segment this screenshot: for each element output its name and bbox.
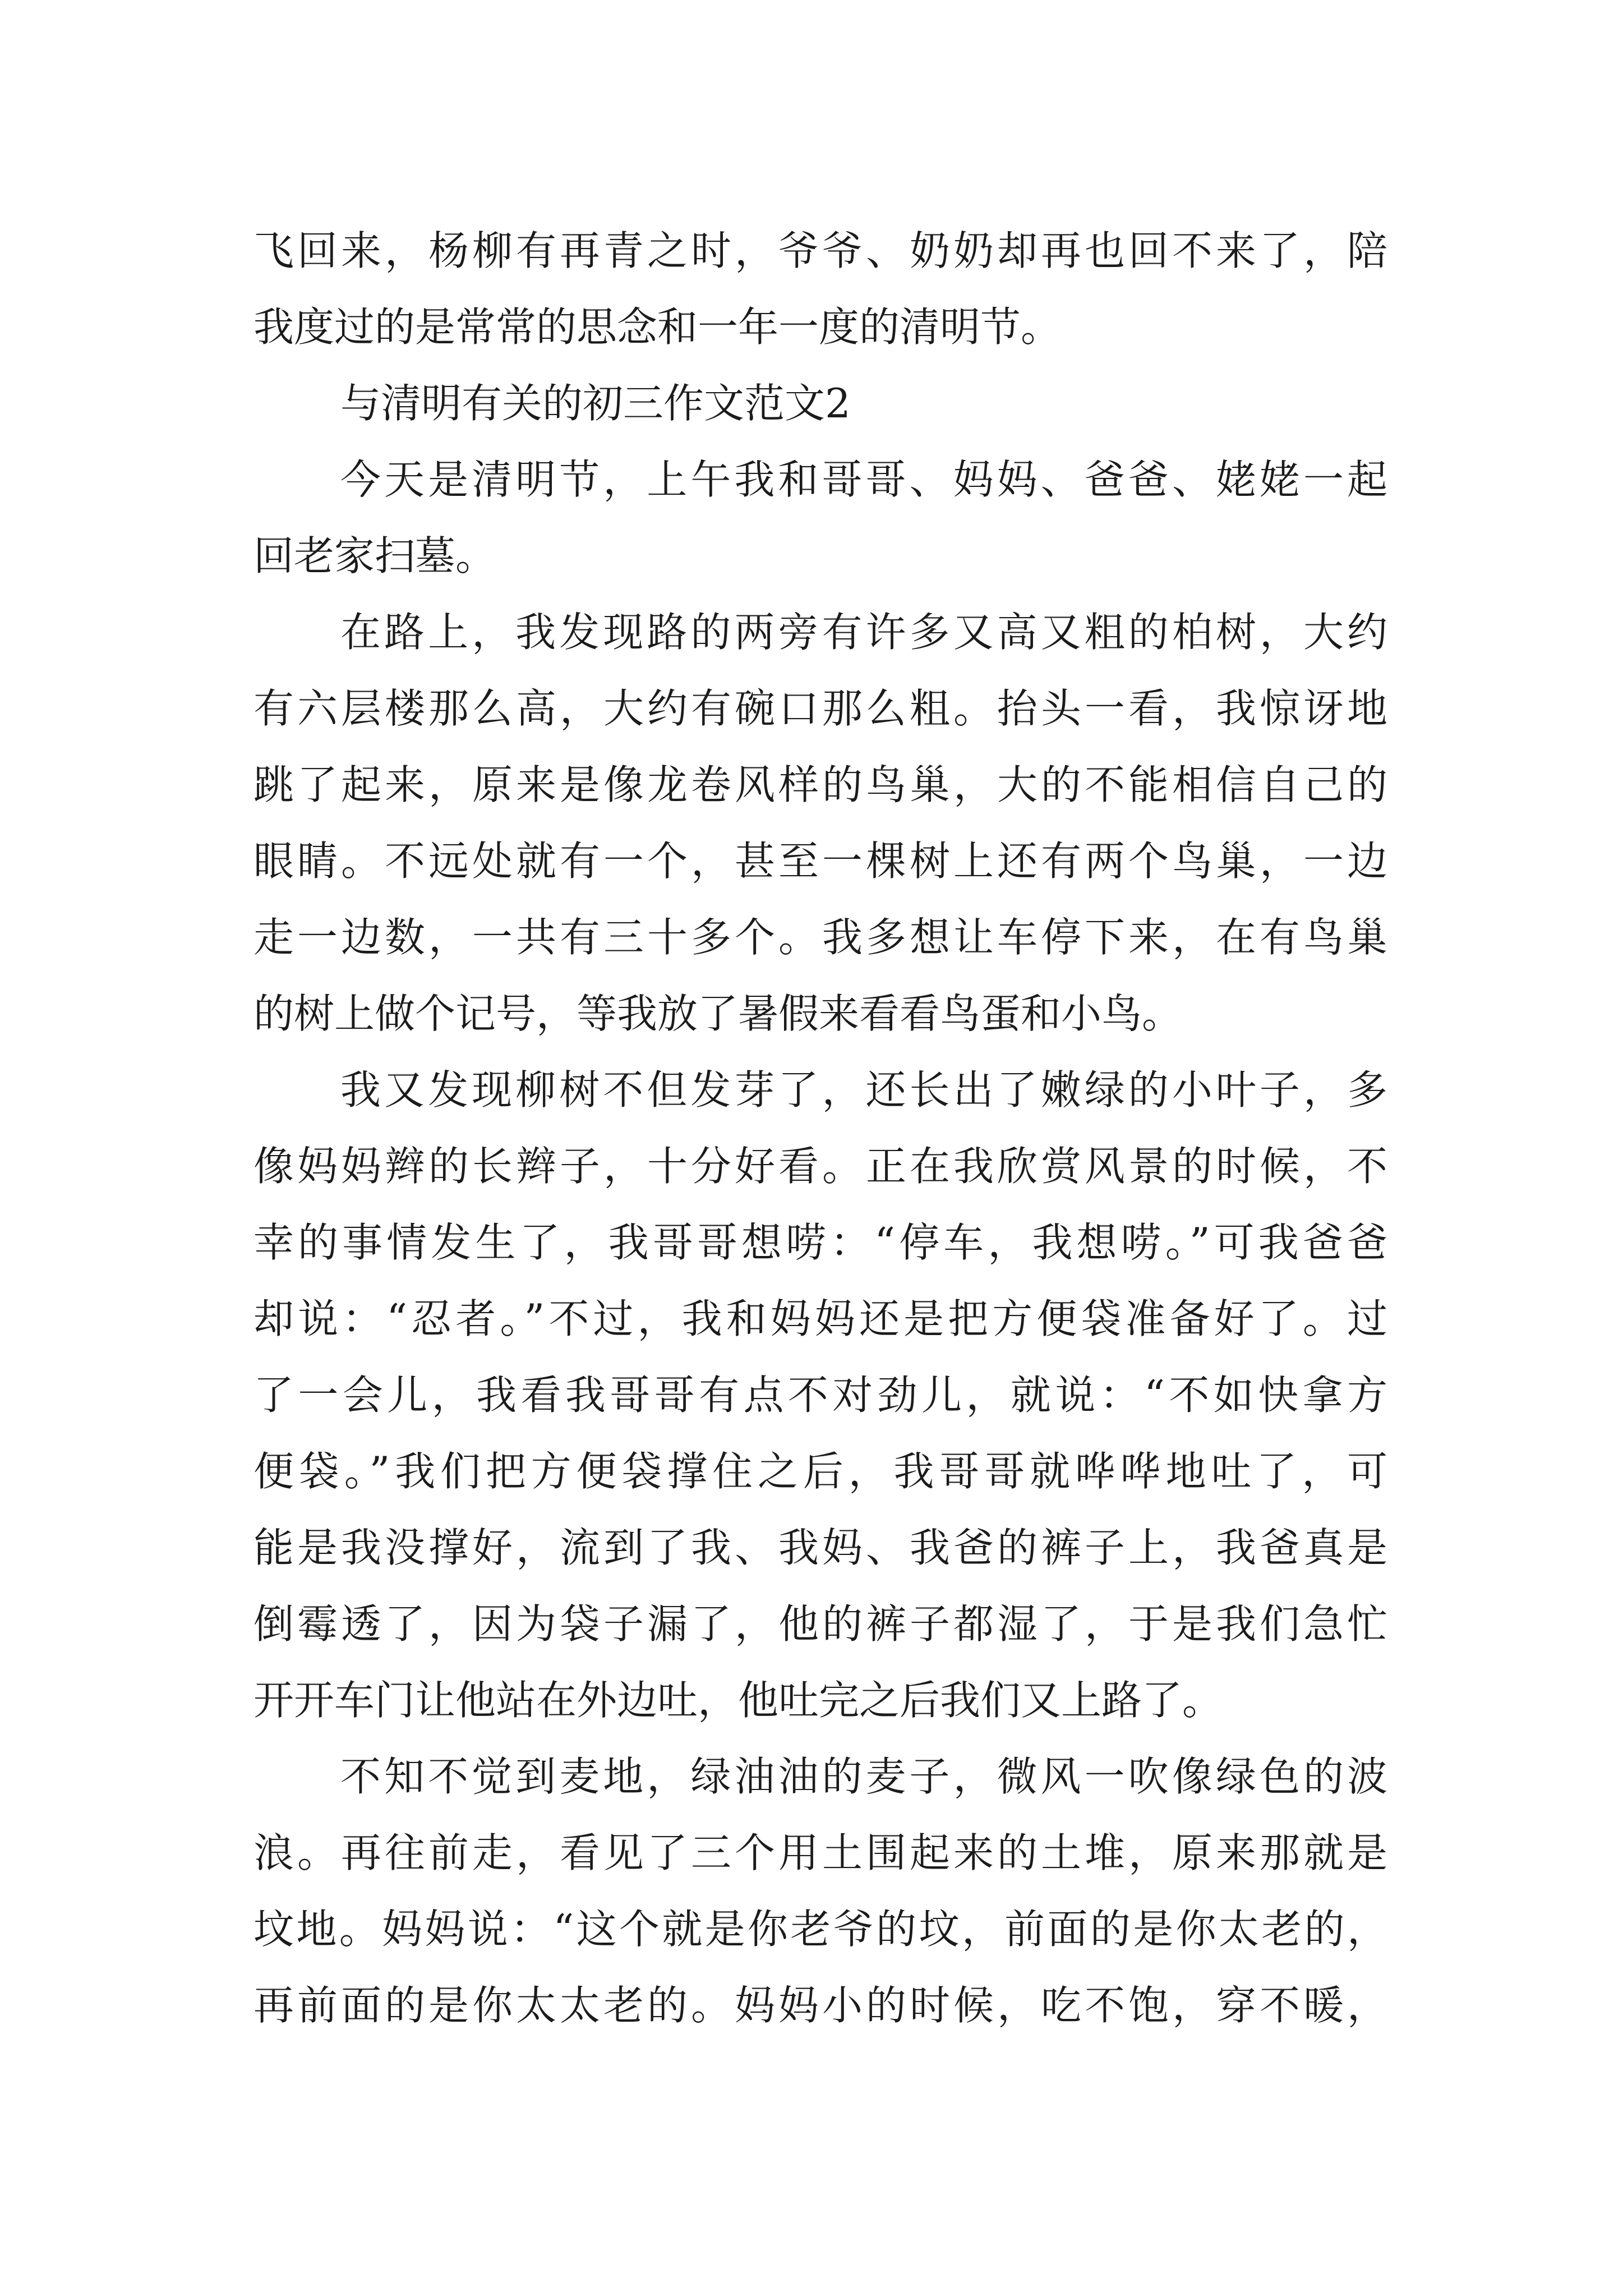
text-line: 能是我没撑好，流到了我、我妈、我爸的裤子上，我爸真是: [253, 1524, 1387, 1571]
text-line: 幸的事情发生了，我哥哥想唠：“停车，我想唠。”可我爸爸: [253, 1219, 1387, 1266]
text-line: 回老家扫墓。: [253, 532, 496, 579]
text-line: 今天是清明节，上午我和哥哥、妈妈、爸爸、姥姥一起: [340, 456, 1387, 503]
text-line: 有六层楼那么高，大约有碗口那么粗。抬头一看，我惊讶地: [253, 685, 1387, 732]
text-line: 的树上做个记号，等我放了暑假来看看鸟蛋和小鸟。: [253, 990, 1183, 1037]
text-line: 跳了起来，原来是像龙卷风样的鸟巢，大的不能相信自己的: [253, 761, 1387, 808]
text-line: 浪。再往前走，看见了三个用土围起来的土堆，原来那就是: [253, 1829, 1387, 1876]
text-line: 飞回来，杨柳有再青之时，爷爷、奶奶却再也回不来了，陪: [253, 227, 1387, 274]
text-line: 不知不觉到麦地，绿油油的麦子，微风一吹像绿色的波: [340, 1753, 1387, 1800]
text-line: 眼睛。不远处就有一个，甚至一棵树上还有两个鸟巢，一边: [253, 838, 1387, 885]
text-line: 我又发现柳树不但发芽了，还长出了嫩绿的小叶子，多: [340, 1066, 1387, 1114]
text-line: 像妈妈辫的长辫子，十分好看。正在我欣赏风景的时候，不: [253, 1143, 1387, 1190]
text-line: 却说：“忍者。”不过，我和妈妈还是把方便袋准备好了。过: [253, 1295, 1387, 1342]
text-line: 倒霉透了，因为袋子漏了，他的裤子都湿了，于是我们急忙: [253, 1600, 1387, 1648]
text-line: 走一边数，一共有三十多个。我多想让车停下来，在有鸟巢: [253, 914, 1387, 961]
text-line: 在路上，我发现路的两旁有许多又高又粗的柏树，大约: [340, 609, 1387, 656]
document-body: [253, 213, 1387, 2044]
text-line: 了一会儿，我看我哥哥有点不对劲儿，就说：“不如快拿方: [253, 1372, 1387, 1419]
text-line: 便袋。”我们把方便袋撑住之后，我哥哥就哗哗地吐了，可: [253, 1448, 1387, 1495]
text-line: 开开车门让他站在外边吐，他吐完之后我们又上路了。: [253, 1677, 1223, 1724]
text-line: 坟地。妈妈说：“这个就是你老爷的坟，前面的是你太老的，: [253, 1906, 1387, 1953]
text-line: 再前面的是你太太老的。妈妈小的时候，吃不饱，穿不暖，: [253, 1982, 1387, 2029]
section-title: 与清明有关的初三作文范文2: [340, 380, 851, 427]
text-line: 我度过的是常常的思念和一年一度的清明节。: [253, 303, 1062, 351]
